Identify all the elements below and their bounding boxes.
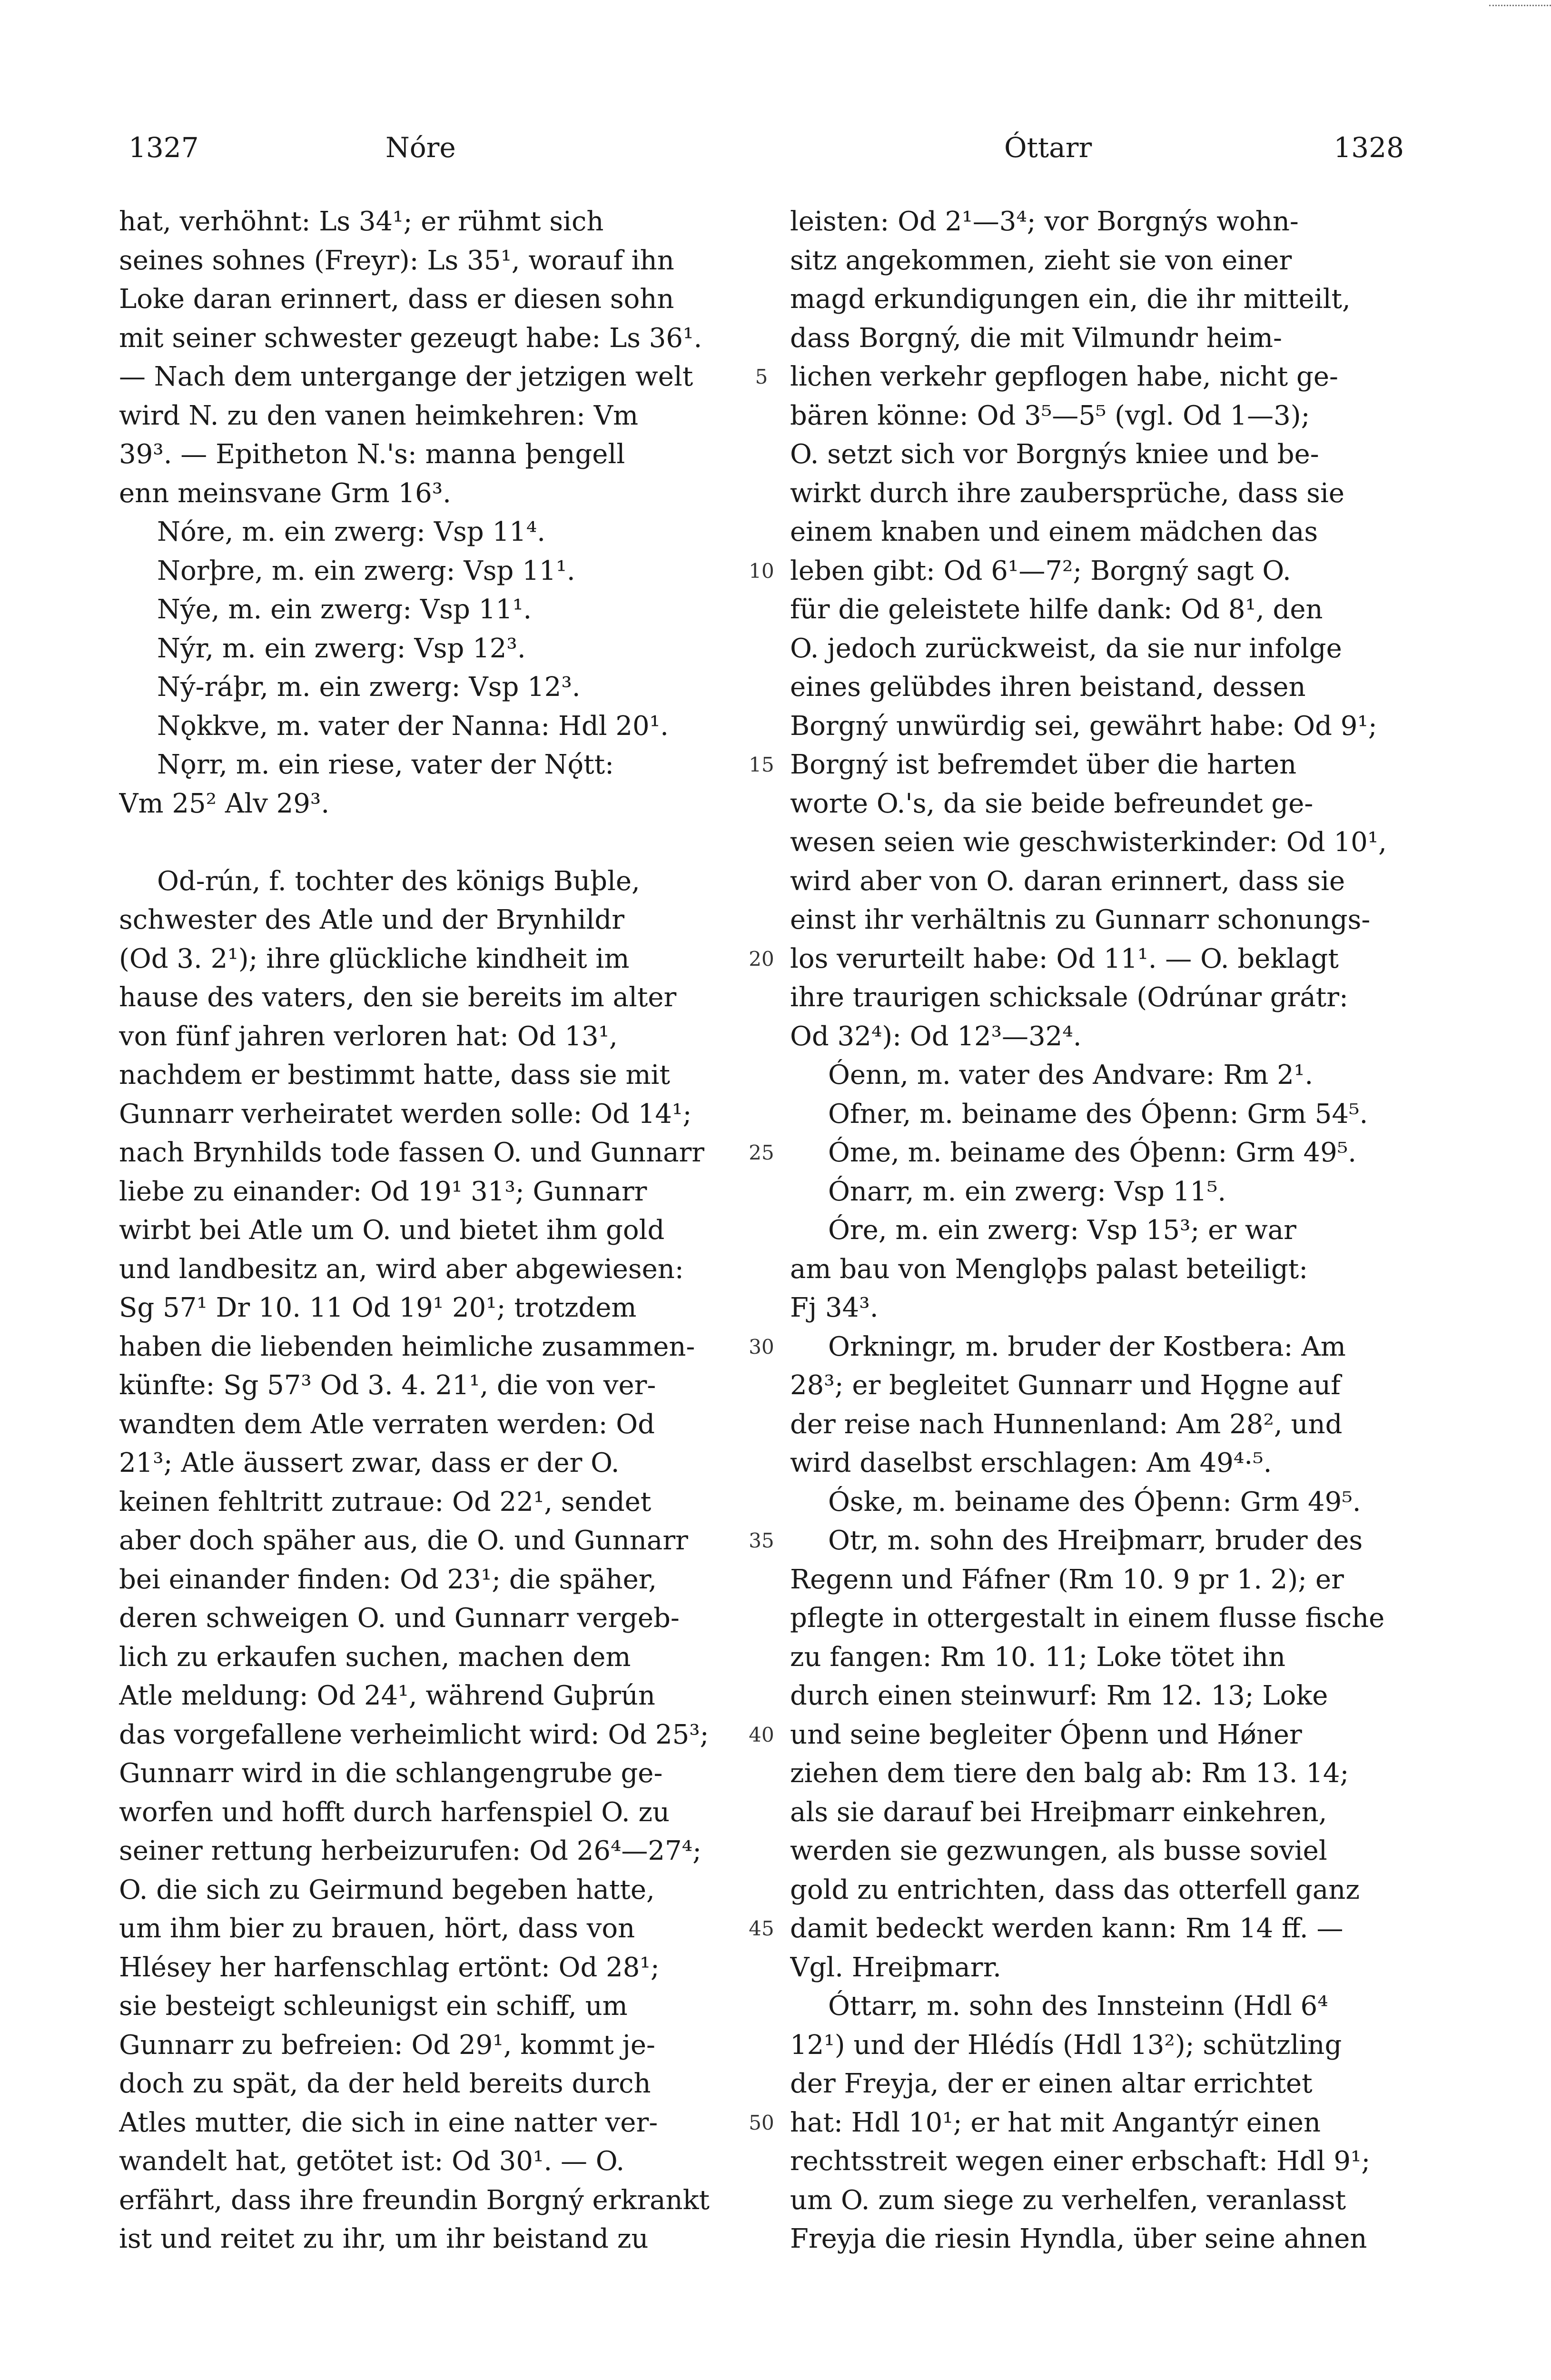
text-line: O. jedoch zurückweist, da sie nur infolge xyxy=(790,633,1342,664)
text-line: aber doch späher aus, die O. und Gunnarr xyxy=(119,1525,688,1556)
text-line: sie besteigt schleunigst ein schiff, um xyxy=(119,1991,628,2022)
text-line: Óenn, m. vater des Andvare: Rm 2¹. xyxy=(828,1060,1314,1091)
text-line: Borgný ist befremdet über die harten xyxy=(790,749,1297,780)
text-line: Orkningr, m. bruder der Kostbera: Am xyxy=(828,1331,1346,1362)
text-line: liebe zu einander: Od 19¹ 31³; Gunnarr xyxy=(119,1176,647,1207)
text-line: Ný-ráþr, m. ein zwerg: Vsp 12³. xyxy=(157,672,581,703)
text-line: Atle meldung: Od 24¹, während Guþrún xyxy=(119,1680,655,1711)
text-line: wirkt durch ihre zaubersprüche, dass sie xyxy=(790,477,1345,509)
text-line: los verurteilt habe: Od 11¹. — O. beklagt xyxy=(790,943,1339,974)
text-line: O. setzt sich vor Borgnýs kniee und be- xyxy=(790,439,1319,470)
text-line: Nýr, m. ein zwerg: Vsp 12³. xyxy=(157,633,526,664)
text-line: haben die liebenden heimliche zusammen- xyxy=(119,1331,695,1362)
text-line: als sie darauf bei Hreiþmarr einkehren, xyxy=(790,1796,1327,1828)
text-line: 39³. — Epitheton N.'s: manna þengell xyxy=(119,439,625,470)
text-line: werden sie gezwungen, als busse soviel xyxy=(790,1835,1327,1866)
text-line: Vm 25² Alv 29³. xyxy=(119,788,330,819)
line-number: 5 xyxy=(755,365,768,388)
text-line: der reise nach Hunnenland: Am 28², und xyxy=(790,1408,1343,1440)
text-line: einem knaben und einem mädchen das xyxy=(790,516,1318,547)
left-column xyxy=(119,202,733,2259)
text-line: nachdem er bestimmt hatte, dass sie mit xyxy=(119,1060,670,1091)
text-line: lichen verkehr gepflogen habe, nicht ge- xyxy=(790,361,1338,392)
text-line: Gunnarr wird in die schlangengrube ge- xyxy=(119,1758,663,1789)
text-line: lich zu erkaufen suchen, machen dem xyxy=(119,1641,631,1673)
text-line: hat, verhöhnt: Ls 34¹; er rühmt sich xyxy=(119,206,604,237)
text-line: erfährt, dass ihre freundin Borgný erkrankt xyxy=(119,2184,710,2216)
text-line: nach Brynhilds tode fassen O. und Gunnarr xyxy=(119,1137,705,1168)
text-line: Sg 57¹ Dr 10. 11 Od 19¹ 20¹; trotzdem xyxy=(119,1292,637,1323)
text-line: das vorgefallene verheimlicht wird: Od 25³; xyxy=(119,1719,709,1750)
left-page-number: 1327 xyxy=(128,131,199,164)
text-line: sitz angekommen, zieht sie von einer xyxy=(790,245,1292,276)
text-line: 28³; er begleitet Gunnarr und Hǫgne auf xyxy=(790,1370,1341,1401)
top-dotted-rule xyxy=(1489,5,1551,8)
text-line: wird aber von O. daran erinnert, dass sie xyxy=(790,865,1345,897)
text-line: damit bedeckt werden kann: Rm 14 ff. — xyxy=(790,1913,1344,1944)
text-line: enn meinsvane Grm 16³. xyxy=(119,477,451,509)
text-line: magd erkundigungen ein, die ihr mitteilt, xyxy=(790,284,1351,315)
text-line: hat: Hdl 10¹; er hat mit Angantýr einen xyxy=(790,2107,1321,2138)
line-number: 10 xyxy=(749,559,774,583)
text-line: 12¹) und der Hlédís (Hdl 13²); schützling xyxy=(790,2029,1342,2061)
text-line: worte O.'s, da sie beide befreundet ge- xyxy=(790,788,1314,819)
text-line: um O. zum siege zu verhelfen, veranlasst xyxy=(790,2184,1346,2216)
text-line: bären könne: Od 3⁵—5⁵ (vgl. Od 1—3); xyxy=(790,400,1310,431)
text-line: Óre, m. ein zwerg: Vsp 15³; er war xyxy=(828,1215,1296,1246)
text-line: Nóre, m. ein zwerg: Vsp 11⁴. xyxy=(157,516,546,547)
text-line: und seine begleiter Óþenn und Hǿner xyxy=(790,1719,1302,1750)
text-line: Ofner, m. beiname des Óþenn: Grm 54⁵. xyxy=(828,1098,1368,1130)
text-line: Nýe, m. ein zwerg: Vsp 11¹. xyxy=(157,594,532,625)
text-line: ziehen dem tiere den balg ab: Rm 13. 14; xyxy=(790,1758,1349,1789)
text-line: um ihm bier zu brauen, hört, dass von xyxy=(119,1913,635,1944)
left-headword: Nóre xyxy=(385,131,456,164)
text-line: einst ihr verhältnis zu Gunnarr schonungs- xyxy=(790,904,1371,935)
text-line: 21³; Atle äussert zwar, dass er der O. xyxy=(119,1448,620,1478)
text-line: hause des vaters, den sie bereits im alter xyxy=(119,982,677,1013)
text-line: leben gibt: Od 6¹—7²; Borgný sagt O. xyxy=(790,555,1291,586)
line-number: 20 xyxy=(749,947,774,971)
text-line: Borgný unwürdig sei, gewährt habe: Od 9¹; xyxy=(790,710,1377,742)
text-line: rechtsstreit wegen einer erbschaft: Hdl 9¹; xyxy=(790,2146,1371,2177)
text-line: — Nach dem untergange der jetzigen welt xyxy=(119,361,693,392)
right-page-number: 1328 xyxy=(1334,131,1404,164)
text-line: Gunnarr verheiratet werden solle: Od 14¹; xyxy=(119,1098,692,1130)
text-line: von fünf jahren verloren hat: Od 13¹, xyxy=(119,1021,618,1052)
text-line: Óttarr, m. sohn des Innsteinn (Hdl 6⁴ xyxy=(828,1991,1328,2022)
line-number: 30 xyxy=(749,1335,774,1359)
text-line: Freyja die riesin Hyndla, über seine ahnen xyxy=(790,2223,1367,2254)
text-line: Gunnarr zu befreien: Od 29¹, kommt je- xyxy=(119,2029,655,2061)
text-line: und landbesitz an, wird aber abgewiesen: xyxy=(119,1253,684,1285)
line-number: 15 xyxy=(749,753,774,776)
running-header xyxy=(128,129,1404,167)
text-line: seiner rettung herbeizurufen: Od 26⁴—27⁴; xyxy=(119,1835,701,1866)
text-line: Loke daran erinnert, dass er diesen sohn xyxy=(119,284,674,315)
text-line: am bau von Menglǫþs palast beteiligt: xyxy=(790,1253,1308,1285)
text-line: Atles mutter, die sich in eine natter ver- xyxy=(119,2107,658,2138)
right-column xyxy=(790,202,1404,2259)
text-line: worfen und hofft durch harfenspiel O. zu xyxy=(119,1796,670,1828)
line-number: 40 xyxy=(749,1723,774,1746)
text-line: wesen seien wie geschwisterkinder: Od 10¹, xyxy=(790,827,1387,858)
text-line: gold zu entrichten, dass das otterfell ganz xyxy=(790,1874,1360,1905)
text-line: Óme, m. beiname des Óþenn: Grm 49⁵. xyxy=(828,1137,1356,1168)
text-line: wird N. zu den vanen heimkehren: Vm xyxy=(119,400,639,431)
text-line: künfte: Sg 57³ Od 3. 4. 21¹, die von ver- xyxy=(119,1370,656,1401)
text-line: für die geleistete hilfe dank: Od 8¹, den xyxy=(790,594,1323,625)
text-line: mit seiner schwester gezeugt habe: Ls 36¹. xyxy=(119,322,702,354)
text-line: Regenn und Fáfner (Rm 10. 9 pr 1. 2); er xyxy=(790,1564,1344,1595)
text-line: Nǫkkve, m. vater der Nanna: Hdl 20¹. xyxy=(157,710,669,742)
text-line: Fj 34³. xyxy=(790,1292,879,1323)
text-line: keinen fehltritt zutraue: Od 22¹, sendet xyxy=(119,1486,652,1517)
text-line: Od-rún, f. tochter des königs Buþle, xyxy=(157,865,640,897)
text-line: (Od 3. 2¹); ihre glückliche kindheit im xyxy=(119,943,630,974)
text-line: wandelt hat, getötet ist: Od 30¹. — O. xyxy=(119,2146,625,2177)
text-line: wirbt bei Atle um O. und bietet ihm gold xyxy=(119,1215,665,1246)
text-line: Vgl. Hreiþmarr. xyxy=(790,1952,1001,1983)
line-number: 25 xyxy=(749,1141,774,1164)
text-line: Ónarr, m. ein zwerg: Vsp 11⁵. xyxy=(828,1176,1226,1207)
text-line: der Freyja, der er einen altar errichtet xyxy=(790,2068,1313,2099)
text-line: Norþre, m. ein zwerg: Vsp 11¹. xyxy=(157,555,575,586)
text-line: leisten: Od 2¹—3⁴; vor Borgnýs wohn- xyxy=(790,206,1299,237)
text-line: deren schweigen O. und Gunnarr vergeb- xyxy=(119,1603,680,1634)
text-line: wandten dem Atle verraten werden: Od xyxy=(119,1408,655,1440)
text-line: Nǫrr, m. ein riese, vater der Nǫ́tt: xyxy=(157,749,614,780)
text-line: ist und reitet zu ihr, um ihr beistand zu xyxy=(119,2223,649,2254)
blank-line xyxy=(119,823,733,862)
text-line: bei einander finden: Od 23¹; die späher, xyxy=(119,1564,657,1595)
text-line: Otr, m. sohn des Hreiþmarr, bruder des xyxy=(828,1525,1363,1556)
text-line: durch einen steinwurf: Rm 12. 13; Loke xyxy=(790,1680,1328,1711)
text-line: Óske, m. beiname des Óþenn: Grm 49⁵. xyxy=(828,1486,1361,1517)
text-line: eines gelübdes ihren beistand, dessen xyxy=(790,672,1306,703)
text-line: zu fangen: Rm 10. 11; Loke tötet ihn xyxy=(790,1641,1286,1673)
text-line: Hlésey her harfenschlag ertönt: Od 28¹; xyxy=(119,1952,660,1983)
right-headword: Óttarr xyxy=(1004,131,1092,164)
text-line: Od 32⁴): Od 12³—32⁴. xyxy=(790,1021,1082,1052)
line-number: 50 xyxy=(749,2111,774,2134)
text-line: schwester des Atle und der Brynhildr xyxy=(119,904,625,935)
text-line: seines sohnes (Freyr): Ls 35¹, worauf ihn xyxy=(119,245,674,276)
line-number: 35 xyxy=(749,1529,774,1552)
text-line: wird daselbst erschlagen: Am 49⁴·⁵. xyxy=(790,1448,1272,1478)
text-line: pflegte in ottergestalt in einem flusse fische xyxy=(790,1603,1385,1634)
line-number: 45 xyxy=(749,1917,774,1940)
text-line: ihre traurigen schicksale (Odrúnar grátr: xyxy=(790,982,1348,1013)
text-line: O. die sich zu Geirmund begeben hatte, xyxy=(119,1874,655,1905)
text-line: doch zu spät, da der held bereits durch xyxy=(119,2068,651,2099)
text-line: dass Borgný, die mit Vilmundr heim- xyxy=(790,322,1282,354)
